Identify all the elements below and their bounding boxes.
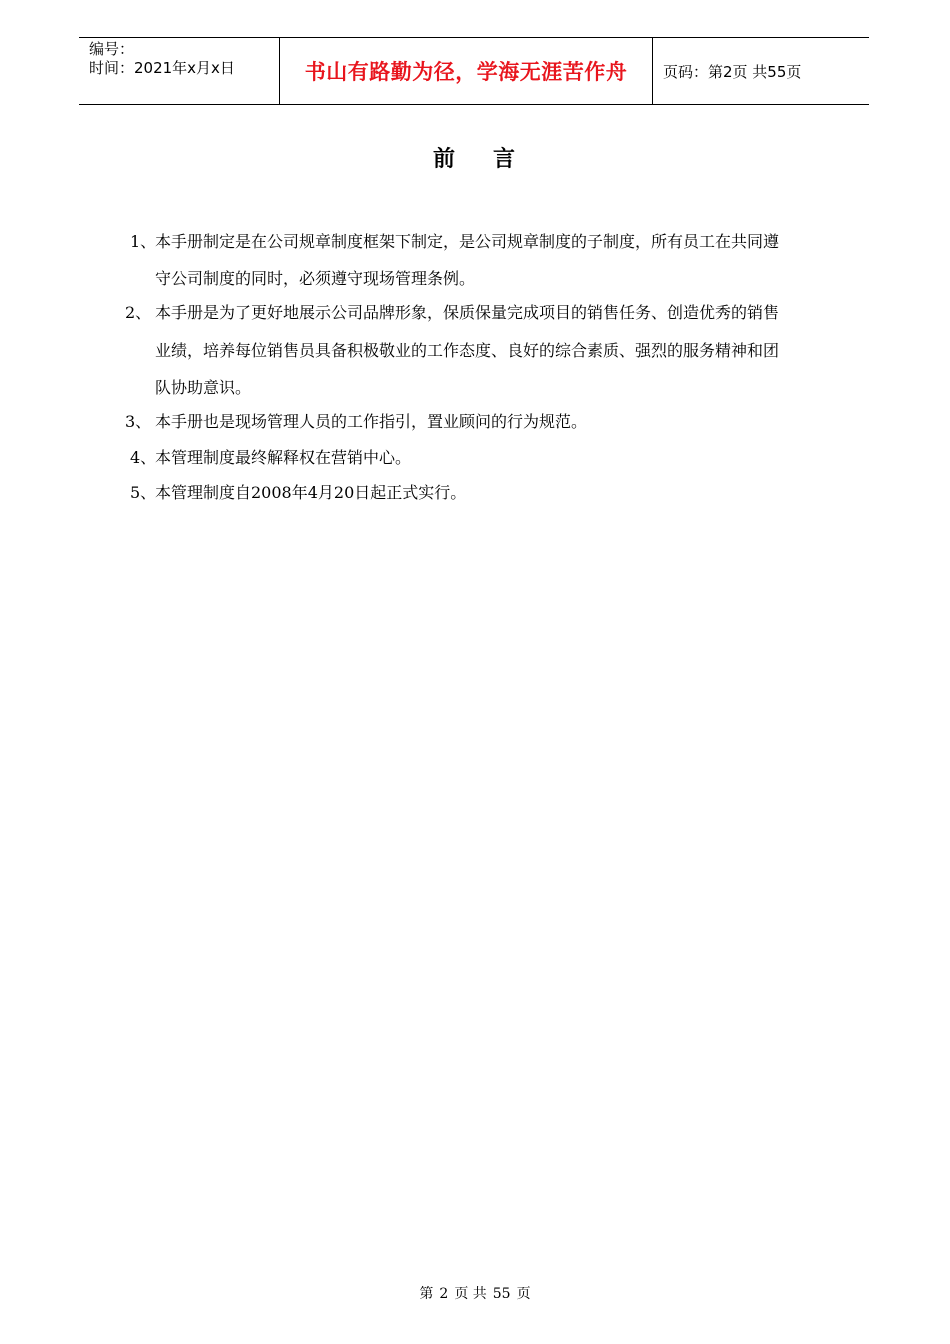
list-item-number: 2、 <box>125 303 152 322</box>
header-page-code: 页码：第2页 共55页 <box>663 62 802 81</box>
list-item-line: 业绩，培养每位销售员具备积极敬业的工作态度、良好的综合素质、强烈的服务精神和团 <box>155 341 780 360</box>
document-time-label: 时间：2021年x月x日 <box>89 59 235 77</box>
list-item-line: 本管理制度自2008年4月20日起正式实行。 <box>155 483 467 502</box>
list-item-number: 3、 <box>125 412 152 431</box>
list-item-number: 5、 <box>130 483 157 502</box>
footer-current-page: 2 <box>439 1286 449 1302</box>
page-header <box>79 37 869 105</box>
list-item-line: 本管理制度最终解释权在营销中心。 <box>155 448 412 467</box>
document-number-label: 编号： <box>89 40 135 58</box>
list-item-line: 本手册也是现场管理人员的工作指引，置业顾问的行为规范。 <box>155 412 588 431</box>
footer-prefix: 第 <box>419 1286 434 1302</box>
footer-mid: 页 共 <box>454 1286 487 1302</box>
list-item-number: 1、 <box>130 232 157 251</box>
list-item-line: 守公司制度的同时，必须遵守现场管理条例。 <box>155 269 476 288</box>
footer-total-pages: 55 <box>492 1286 511 1302</box>
footer-suffix: 页 <box>516 1286 531 1302</box>
title-part-2: 言 <box>493 147 518 172</box>
list-item-line: 本手册制定是在公司规章制度框架下制定，是公司规章制度的子制度，所有员工在共同遵 <box>155 232 780 251</box>
page-footer <box>0 1283 950 1303</box>
header-motto: 书山有路勤为径，学海无涯苦作舟 <box>280 38 653 104</box>
list-item-line: 队协助意识。 <box>155 378 252 397</box>
page-title <box>0 142 950 173</box>
header-meta <box>79 38 280 104</box>
list-item-line: 本手册是为了更好地展示公司品牌形象，保质保量完成项目的销售任务、创造优秀的销售 <box>155 303 780 322</box>
list-item-number: 4、 <box>130 448 157 467</box>
title-part-1: 前 <box>432 147 457 172</box>
